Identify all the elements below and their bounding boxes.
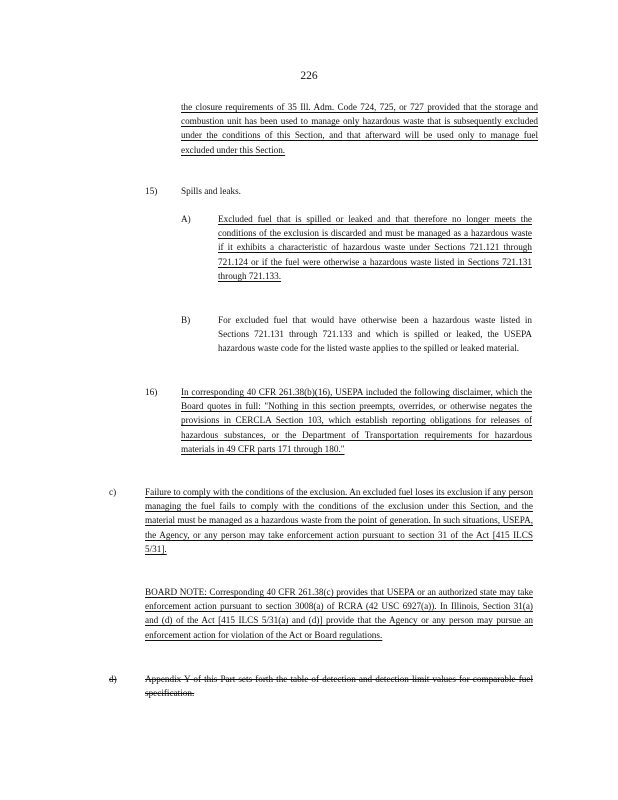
section-c-marker: c) bbox=[109, 487, 117, 497]
item-15-b-paragraph bbox=[218, 313, 532, 356]
item-15-a-paragraph bbox=[218, 212, 532, 283]
item-16-number: 16) bbox=[145, 387, 158, 397]
board-note-text: BOARD NOTE: Corresponding 40 CFR 261.38(c) provides that USEPA or an authorized state may take enforcement action pursuant to section 3008(a) of RCRA (42 USC 6927(a)). In Illinois, Section 31(a) and (d) of the Act [415 ILCS 5/31(a) and (d)] provide that the Agency or any person may pursue an enforcement action for violation of the Act or Board regulations. bbox=[145, 587, 533, 640]
continuation-text: the closure requirements of 35 Ill. Adm. Code 724, 725, or 727 provided that the storage and combustion unit has been used to manage only hazardous waste that is subsequently excluded under the conditions of this Section, and that afterward will be used only to manage fuel excluded under this Section. bbox=[181, 102, 538, 155]
section-c-text: Failure to comply with the conditions of the exclusion. An excluded fuel loses its exclusion if any person managing the fuel fails to comply with the conditions of the exclusion under this Section, and the material must be managed as a hazardous waste from the point of generation. In such situations, USEPA, the Agency, or any person may take enforcement action pursuant to section 31 of the Act [415 ILCS 5/31]. bbox=[145, 487, 533, 554]
section-c-paragraph bbox=[145, 485, 533, 556]
section-d-marker bbox=[109, 672, 117, 686]
item-16-paragraph bbox=[181, 385, 532, 456]
continuation-paragraph bbox=[181, 100, 538, 157]
item-15-heading: Spills and leaks. bbox=[181, 186, 241, 196]
item-15-b-text: For excluded fuel that would have otherwise been a hazardous waste listed in Sections 721.131 through 721.133 and which is spilled or leaked, the USEPA hazardous waste code for the listed waste applies to the spilled or leaked material. bbox=[218, 315, 532, 354]
board-note-paragraph bbox=[145, 585, 533, 642]
item-16-text: In corresponding 40 CFR 261.38(b)(16), USEPA included the following disclaimer, which the Board quotes in full: "Nothing in this section preempts, overrides, or otherwise negates the provisions in CERCLA Section 103, which establish reporting obligations for releases of hazardous substances, or the Department of Transportation requirements for hazardous materials in 49 CFR parts 171 through 180." bbox=[181, 387, 532, 454]
section-d-paragraph bbox=[145, 672, 533, 700]
item-15-a-text: Excluded fuel that is spilled or leaked and that therefore no longer meets the conditions of the exclusion is discarded and must be managed as a hazardous waste if it exhibits a characteristic of hazardous waste under Sections 721.121 through 721.124 or if the fuel were otherwise a hazardous waste listed in Sections 721.131 through 721.133. bbox=[218, 214, 532, 281]
item-15-b-marker: B) bbox=[181, 315, 191, 325]
item-15-a-marker: A) bbox=[181, 214, 191, 224]
section-d-text: Appendix Y of this Part sets forth the table of detection and detection limit values for comparable fuel specification. bbox=[145, 674, 533, 699]
page-number: 226 bbox=[300, 70, 318, 82]
section-d-marker-text: d) bbox=[109, 674, 117, 684]
item-15-number: 15) bbox=[145, 186, 158, 196]
